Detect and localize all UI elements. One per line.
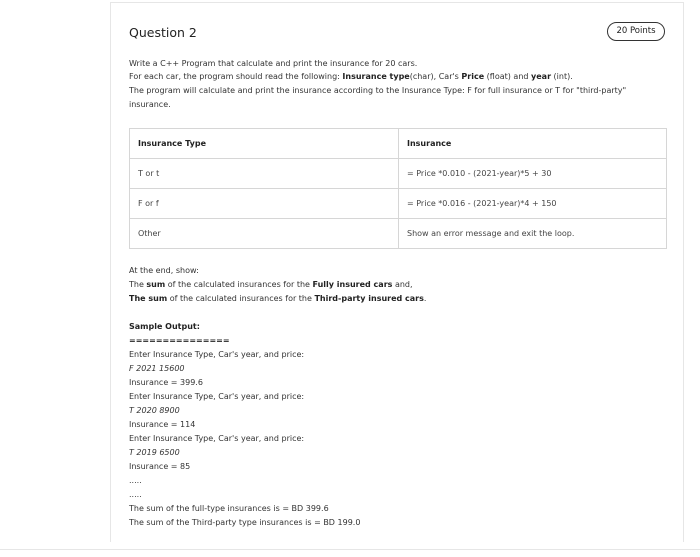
table-row	[130, 219, 667, 249]
end-third-party: Third-party insured cars	[314, 294, 424, 303]
end-line-1: At the end, show:	[129, 266, 199, 275]
cell-insurance: Show an error message and exit the loop.	[399, 219, 667, 249]
end-fully-insured: Fully insured cars	[312, 280, 393, 289]
sample-line: Insurance = 114	[129, 420, 196, 429]
sample-input: T 2020 8900	[129, 406, 180, 415]
end-line-3-mid: of the calculated insurances for the	[167, 294, 315, 303]
prompt-price: Price	[461, 72, 485, 81]
prompt-line-4: insurance.	[129, 100, 171, 109]
points-badge: 20 Points	[607, 22, 665, 41]
sample-line: Insurance = 85	[129, 462, 191, 471]
prompt-insurance-type: Insurance type	[342, 72, 410, 81]
end-line-2-mid: of the calculated insurances for the	[165, 280, 313, 289]
sample-line: Enter Insurance Type, Car's year, and price:	[129, 392, 305, 401]
cell-type: T or t	[130, 159, 399, 189]
sample-input: T 2019 6500	[129, 448, 180, 457]
end-the-sum: The sum	[129, 294, 168, 303]
cell-type: Other	[130, 219, 399, 249]
question-title: Question 2	[129, 25, 197, 40]
sample-line: Enter Insurance Type, Car's year, and price:	[129, 434, 305, 443]
sample-sum-third: The sum of the Third-party type insurances is = BD 199.0	[129, 518, 361, 527]
cell-type: F or f	[130, 189, 399, 219]
prompt-line-1: Write a C++ Program that calculate and print the insurance for 20 cars.	[129, 59, 418, 68]
prompt-year: year	[531, 72, 552, 81]
cell-insurance: = Price *0.010 - (2021-year)*5 + 30	[399, 159, 667, 189]
sample-heading: Sample Output:	[129, 322, 200, 331]
header-insurance-type: Insurance Type	[130, 129, 399, 159]
end-line-2-post: and,	[392, 280, 413, 289]
header-insurance: Insurance	[399, 129, 667, 159]
bottom-divider	[0, 549, 700, 550]
prompt-line-3: The program will calculate and print the insurance according to the Insurance Type: F for full insurance or T for "third-party"	[129, 86, 627, 95]
table-header-row	[130, 129, 667, 159]
table-row	[130, 189, 667, 219]
prompt-line-2	[129, 72, 573, 81]
sample-line: Insurance = 399.6	[129, 378, 203, 387]
sample-ellipsis: .....	[129, 490, 142, 499]
cell-insurance: = Price *0.016 - (2021-year)*4 + 150	[399, 189, 667, 219]
sample-input: F 2021 15600	[129, 364, 185, 373]
sample-sum-full: The sum of the full-type insurances is = BD 399.6	[129, 504, 329, 513]
end-sum-word: sum	[146, 280, 166, 289]
end-line-3	[129, 294, 426, 303]
prompt-line-2-pre: For each car, the program should read the following:	[129, 72, 343, 81]
sample-separator: ===============	[129, 336, 230, 345]
table-row	[130, 159, 667, 189]
sample-ellipsis: .....	[129, 476, 142, 485]
prompt-line-2-post: (int).	[551, 72, 573, 81]
end-line-2	[129, 280, 413, 289]
end-line-3-post: .	[423, 294, 427, 303]
prompt-line-2-mid2: (float) and	[484, 72, 532, 81]
insurance-table	[129, 128, 667, 249]
end-line-2-pre: The	[129, 280, 147, 289]
prompt-line-2-mid1: (char), Car's	[409, 72, 462, 81]
sample-line: Enter Insurance Type, Car's year, and price:	[129, 350, 305, 359]
